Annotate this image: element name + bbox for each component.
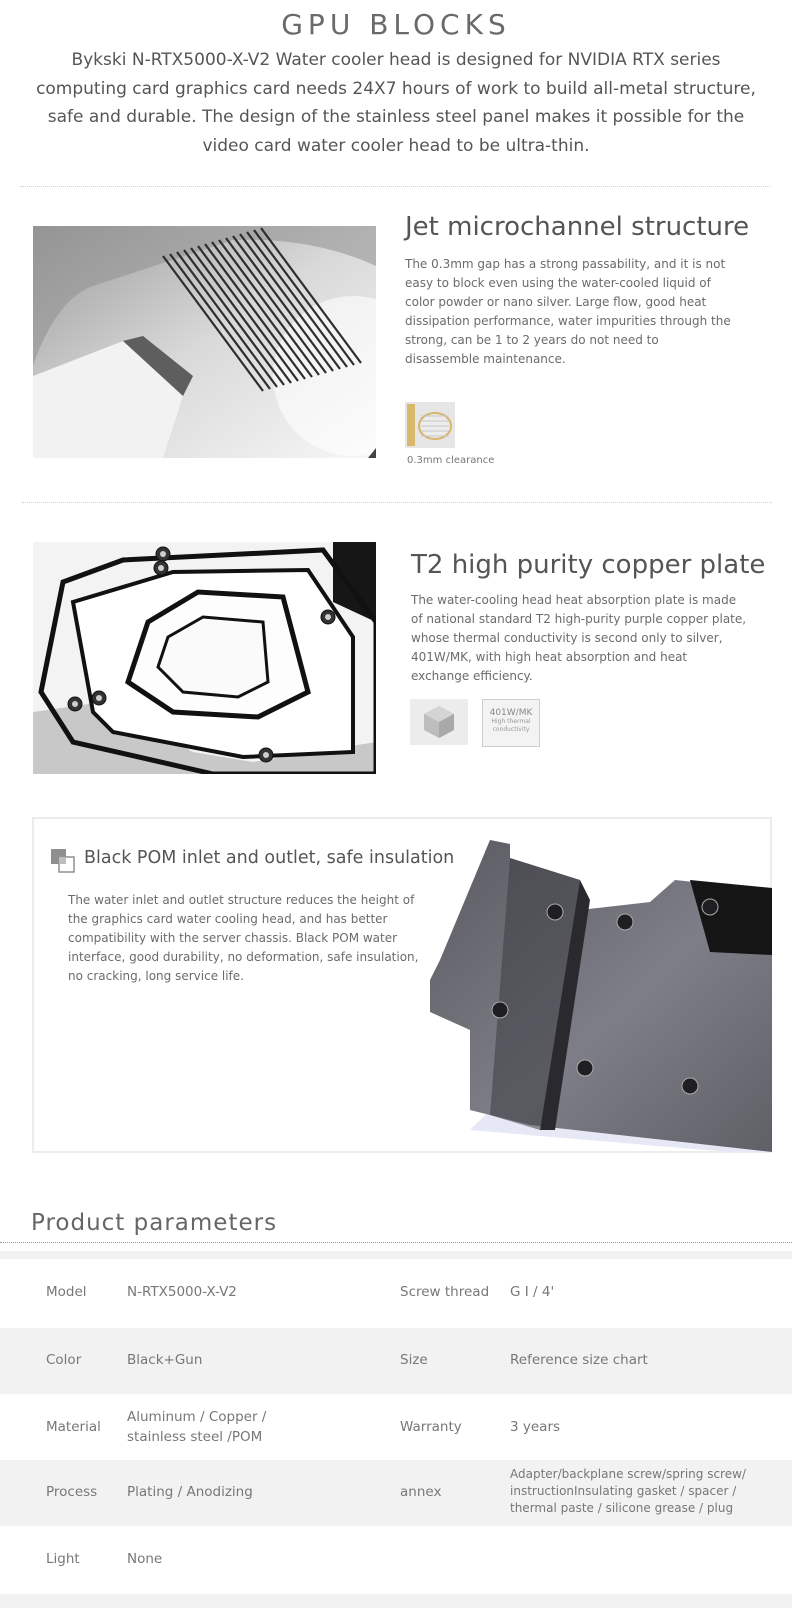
microchannel-image [33,226,376,458]
pom-block-image [430,840,772,1152]
cube-icon [410,699,468,745]
conductivity-value: 401W/MK [489,708,533,718]
squares-icon [50,848,76,874]
param-value: Black+Gun [127,1352,203,1368]
param-label: annex [400,1484,442,1500]
table-top-band [0,1251,792,1259]
table-row [0,1526,792,1592]
divider [0,1242,792,1243]
param-value: N-RTX5000-X-V2 [127,1284,237,1300]
param-label: Light [46,1551,80,1567]
table-row [0,1328,792,1394]
param-value: Reference size chart [510,1352,648,1368]
param-value: Adapter/backplane screw/spring screw/ instructionInsulating gasket / spacer / thermal paste / silicone grease / plug [510,1467,746,1515]
param-label: Size [400,1352,428,1368]
table-row [0,1460,792,1526]
param-value: G I / 4' [510,1284,555,1300]
param-label: Screw thread [400,1284,490,1300]
param-label: Warranty [400,1419,462,1435]
section-text-copper: The water-cooling head heat absorption plate is made of national standard T2 high-purity purple copper plate, whose thermal conductivity is second only to silver, 401W/MK, with high heat absorption and heat exchange efficiency. [411,593,747,683]
conductivity-badge [482,699,540,747]
param-value: Aluminum / Copper / stainless steel /POM [127,1409,267,1445]
section-text-pom: The water inlet and outlet structure reduces the height of the graphics card water cooling head, and has better compatibility with the server chassis. Black POM water interface, good durability, no deformation, safe insulation, no cracking, long service life. [68,893,419,983]
param-label: Model [46,1284,87,1300]
page-title: GPU BLOCKS [281,8,511,41]
params-title: Product parameters [31,1210,278,1236]
divider [20,186,770,187]
param-label: Material [46,1419,101,1435]
conductivity-caption: High thermal conductivity [491,718,531,733]
section-text-jet: The 0.3mm gap has a strong passability, and it is not easy to block even using the water-cooled liquid of color powder or nano silver. Large flow, good heat dissipation performance, water impurities through the strong, can be 1 to 2 years do not need to disassemble maintenance. [405,257,731,366]
section-title-copper: T2 high purity copper plate [411,550,766,580]
param-value: None [127,1551,163,1567]
param-label: Color [46,1352,82,1368]
param-value: Plating / Anodizing [127,1484,253,1500]
divider [22,502,772,503]
clearance-icon [405,402,455,448]
clearance-caption: 0.3mm clearance [407,455,495,466]
table-bottom-band [0,1594,792,1608]
param-label: Process [46,1484,98,1500]
table-row [0,1394,792,1460]
copper-plate-image [33,542,376,774]
table-row [0,1262,792,1328]
intro-paragraph: Bykski N-RTX5000-X-V2 Water cooler head is designed for NVIDIA RTX series computing card graphics card needs 24X7 hours of work to build all-metal structure, safe and durable. The design of the stainless steel panel makes it possible for the video card water cooler head to be ultra-thin. [36,50,756,156]
param-value: 3 years [510,1419,561,1435]
section-title-jet: Jet microchannel structure [405,212,750,242]
section-title-pom: Black POM inlet and outlet, safe insulation [84,848,455,868]
